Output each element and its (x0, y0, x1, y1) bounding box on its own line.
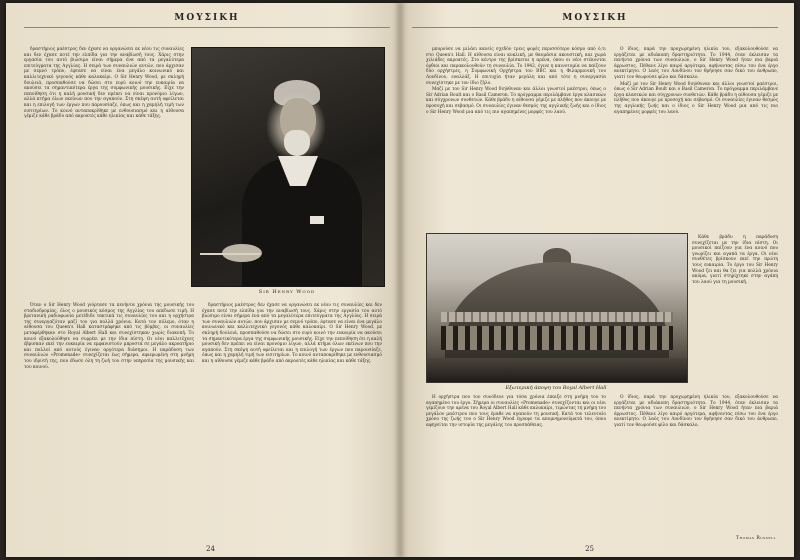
article-column-right-top-a (426, 47, 606, 227)
photo-sir-henry-wood (191, 47, 385, 287)
paragraph: Μαζί με τον Sir Henry Wood διηύθυναν και άλλοι γνωστοί μαέστροι, όπως ο Sir Adrian Boult και ο Basil Cameron. Το πρόγραμμα περιλάμβανε έργα κλασικών και σύγχρονων συνθετών. Κάθε βράδυ η αίθουσα γέμιζε με πλήθος που άκουγε με προσοχή και σεβασμό. Οι συναυλίες έγιναν θεσμός της αγγλικής ζωής και ο ίδιος ο Sir Henry Wood μια από τις πιο αγαπημένες μορφές του λαού. (614, 81, 778, 115)
article-column-right-bottom-a (426, 395, 606, 533)
author-signature: Thomas Russell (736, 536, 776, 541)
paragraph: Η ορχήστρα που τον συνόδευε για τόσα χρόνια έπαιξε στη μνήμη του το αγαπημένο του έργο. Σήμερα οι συναυλίες «Promenade» συνεχίζονται και οι νέοι γεμίζουν την αρένα του Royal Albert Hall κάθε καλοκαίρι, τιμώντας τη μνήμη του μεγάλου μαέστρου που τους έμαθε να αγαπούν τη μουσική. Κατά τον τελευταίο χρόνο της ζωής του ο Sir Henry Wood έγραψε τα απομνημονεύματά του, όπου αφηγείται την ιστορία της μεγάλης του προσπάθειας. (426, 395, 606, 428)
paragraph: δραστήριος μαέστρος δεν έχασε να οργανώσει εκ νέου τις συναυλίες και δεν έχασε ποτέ την ελπίδα για την αναβίωσή τους. Χάρις στην εργασία του αυτό βιώσιμο είναι σήμερα ένα από τα μεγαλύτερα επιτεύγματα της Αγγλίας. Η σειρά των συναυλιών αυτών, που άρχισαν με σεμνό τρόπο, έφτασε να είναι ένα μεγάλο κοινωνικό και καλλιτεχνικό γεγονός κάθε καλοκαίρι. Ο Sir Henry Wood, με σκληρή δουλειά, προσπαθούσε να δώσει στο ευρύ κοινό την ευκαιρία να ακούσει τα σημαντικότερα έργα της συμφωνικής μουσικής. Είχε την πεποίθηση ότι η καλή μουσική δεν πρέπει να είναι προνόμιο λίγων, αλλά κτήμα όλων εκείνων που την αγαπούν. Στη σκέψη αυτή οφείλεται και η επιλογή των έργων που παρουσίαζε, όπως και η χαμηλή τιμή των εισιτηρίων. Το κοινό ανταποκρίθηκε με ενθουσιασμό και η αίθουσα γέμιζε κάθε βράδυ από ακροατές κάθε ηλικίας και κάθε τάξης. (202, 303, 382, 364)
left-page (6, 3, 400, 557)
paragraph: Κάθε βράδυ η παράδοση συνεχίζεται με την ίδια πίστη. Οι μουσικοί παίζουν για ένα κοινό που γνωρίζει και αγαπά τα έργα. Οι νέοι συνθέτες βρίσκουν εκεί την πρώτη τους ευκαιρία. Το έργο του Sir Henry Wood ζει και θα ζει για πολλά χρόνια ακόμα, γιατί στηρίχτηκε στην αγάπη του λαού για τη μουσική. (692, 235, 778, 285)
running-head-left: ΜΟΥΣΙΚΗ (24, 13, 390, 28)
photo-royal-albert-hall (426, 233, 688, 383)
magazine-spread (6, 3, 794, 557)
photo-caption-wood: Sir Henry Wood (258, 289, 316, 295)
article-column-left-top (24, 47, 184, 279)
paragraph: Μαζί με τον Sir Henry Wood διηύθυναν και άλλοι γνωστοί μαέστροι, όπως ο Sir Adrian Boult και ο Basil Cameron. Το πρόγραμμα περιλάμβανε έργα κλασικών και σύγχρονων συνθετών. Κάθε βράδυ η αίθουσα γέμιζε με πλήθος που άκουγε με προσοχή και σεβασμό. Οι συναυλίες έγιναν θεσμός της αγγλικής ζωής και ο ίδιος ο Sir Henry Wood μια από τις πιο αγαπημένες μορφές του λαού. (426, 87, 606, 115)
page-number-left: 24 (206, 545, 215, 553)
paragraph: Ο ίδιος, παρά την προχωρημένη ηλικία του, εξακολουθούσε να εργάζεται με αδιάκοπη δραστηριότητα. Το 1944, όταν έκλεισαν τα πενήντα χρόνια των συναυλιών, ο Sir Henry Wood ήταν πια βαριά άρρωστος. Πέθανε λίγο καιρό αργότερα, αφήνοντας πίσω του ένα έργο ανεκτίμητο. Ο λαός του Λονδίνου τον θρήνησε σαν δικό του άνθρωπο, γιατί τον θεωρούσε φίλο και δάσκαλο. (614, 47, 778, 80)
page-number-right: 25 (585, 545, 594, 553)
right-page (400, 3, 794, 557)
paragraph: μπορούσε να μιλάει κανείς σχεδόν τρεις φορές περισσότερο κόσμο από ό,τι στο Queen's Hall. Η αίθουσα είναι κυκλική, με θαυμάσια ακουστική, και χωρά χιλιάδες ακροατές. Στο κέντρο της βρίσκεται η αρένα, όπου οι νέοι στέκονται όρθιοι και παρακολουθούν τη συναυλία. Το 1942, έγινε η καινοτομία να παίζουν δύο ορχήστρες, η Συμφωνική Ορχήστρα του BBC και η Φιλαρμονική του Λονδίνου, εναλλάξ. Η επιτυχία ήταν μεγάλη και από τότε η συνεργασία συνεχίστηκε με τον ίδιο ζήλο. (426, 47, 606, 86)
paragraph: δραστήριος μαέστρος δεν έχασε να οργανώσει εκ νέου τις συναυλίες και δεν έχασε ποτέ την ελπίδα για την αναβίωσή τους. Χάρις στην εργασία του αυτό βιώσιμο είναι σήμερα ένα από τα μεγαλύτερα επιτεύγματα της Αγγλίας. Η σειρά των συναυλιών αυτών, που άρχισαν με σεμνό τρόπο, έφτασε να είναι ένα μεγάλο κοινωνικό και καλλιτεχνικό γεγονός κάθε καλοκαίρι. Ο Sir Henry Wood, με σκληρή δουλειά, προσπαθούσε να δώσει στο ευρύ κοινό την ευκαιρία να ακούσει τα σημαντικότερα έργα της συμφωνικής μουσικής. Είχε την πεποίθηση ότι η καλή μουσική δεν πρέπει να είναι προνόμιο λίγων, αλλά κτήμα όλων εκείνων που την αγαπούν. Στη σκέψη αυτή οφείλεται και η επιλογή των έργων που παρουσίαζε, όπως και η χαμηλή τιμή των εισιτηρίων. Το κοινό ανταποκρίθηκε με ενθουσιασμό και η αίθουσα γέμιζε κάθε βράδυ από ακροατές κάθε ηλικίας και κάθε τάξης. (24, 47, 184, 120)
paragraph: Ο ίδιος, παρά την προχωρημένη ηλικία του, εξακολουθούσε να εργάζεται με αδιάκοπη δραστηριότητα. Το 1944, όταν έκλεισαν τα πενήντα χρόνια των συναυλιών, ο Sir Henry Wood ήταν πια βαριά άρρωστος. Πέθανε λίγο καιρό αργότερα, αφήνοντας πίσω του ένα έργο ανεκτίμητο. Ο λαός του Λονδίνου τον θρήνησε σαν δικό του άνθρωπο, γιατί τον θεωρούσε φίλο και δάσκαλο. (614, 395, 778, 428)
running-head-right: ΜΟΥΣΙΚΗ (412, 13, 778, 28)
article-column-right-bottom-b (614, 395, 778, 523)
article-column-left-bottom-a (24, 303, 194, 533)
article-column-right-middle (692, 235, 778, 385)
paragraph: Όταν ο Sir Henry Wood γιόρτασε τα πενήντα χρόνια της μουσικής του σταδιοδρομίας, όλος ο μουσικός κόσμος της Αγγλίας του απέδωσε τιμή. Η βρετανική ραδιοφωνία μετέδιδε τακτικά τις συναυλίες του και η ορχήστρα της συνεργαζόταν μαζί του για πολλά χρόνια. Κατά τον πόλεμο, όταν η αίθουσα του Queen's Hall καταστράφηκε από τις βόμβες, οι συναυλίες μεταφέρθηκαν στο Royal Albert Hall και συνεχίστηκαν χωρίς διακοπή. Το κοινό εξακολούθησε να συρρέει με την ίδια πίστη. Οι νέοι καλλιτέχνες έβρισκαν εκεί την ευκαιρία να εμφανιστούν μπροστά σε μεγάλο ακροατήριο και πολλοί από αυτούς έγιναν αργότερα διάσημοι. Η παράδοση των συναυλιών «Promenade» συνεχίζεται έως σήμερα, αφιερωμένη στη μνήμη του ιδρυτή της, που έδωσε όλη τη ζωή του στην υπηρεσία της μουσικής και του κοινού. (24, 303, 194, 370)
photo-caption-hall: Εξωτερική άποψη του Royal Albert Hall (505, 385, 607, 391)
article-column-right-top-b (614, 47, 778, 227)
article-column-left-bottom-b (202, 303, 382, 533)
